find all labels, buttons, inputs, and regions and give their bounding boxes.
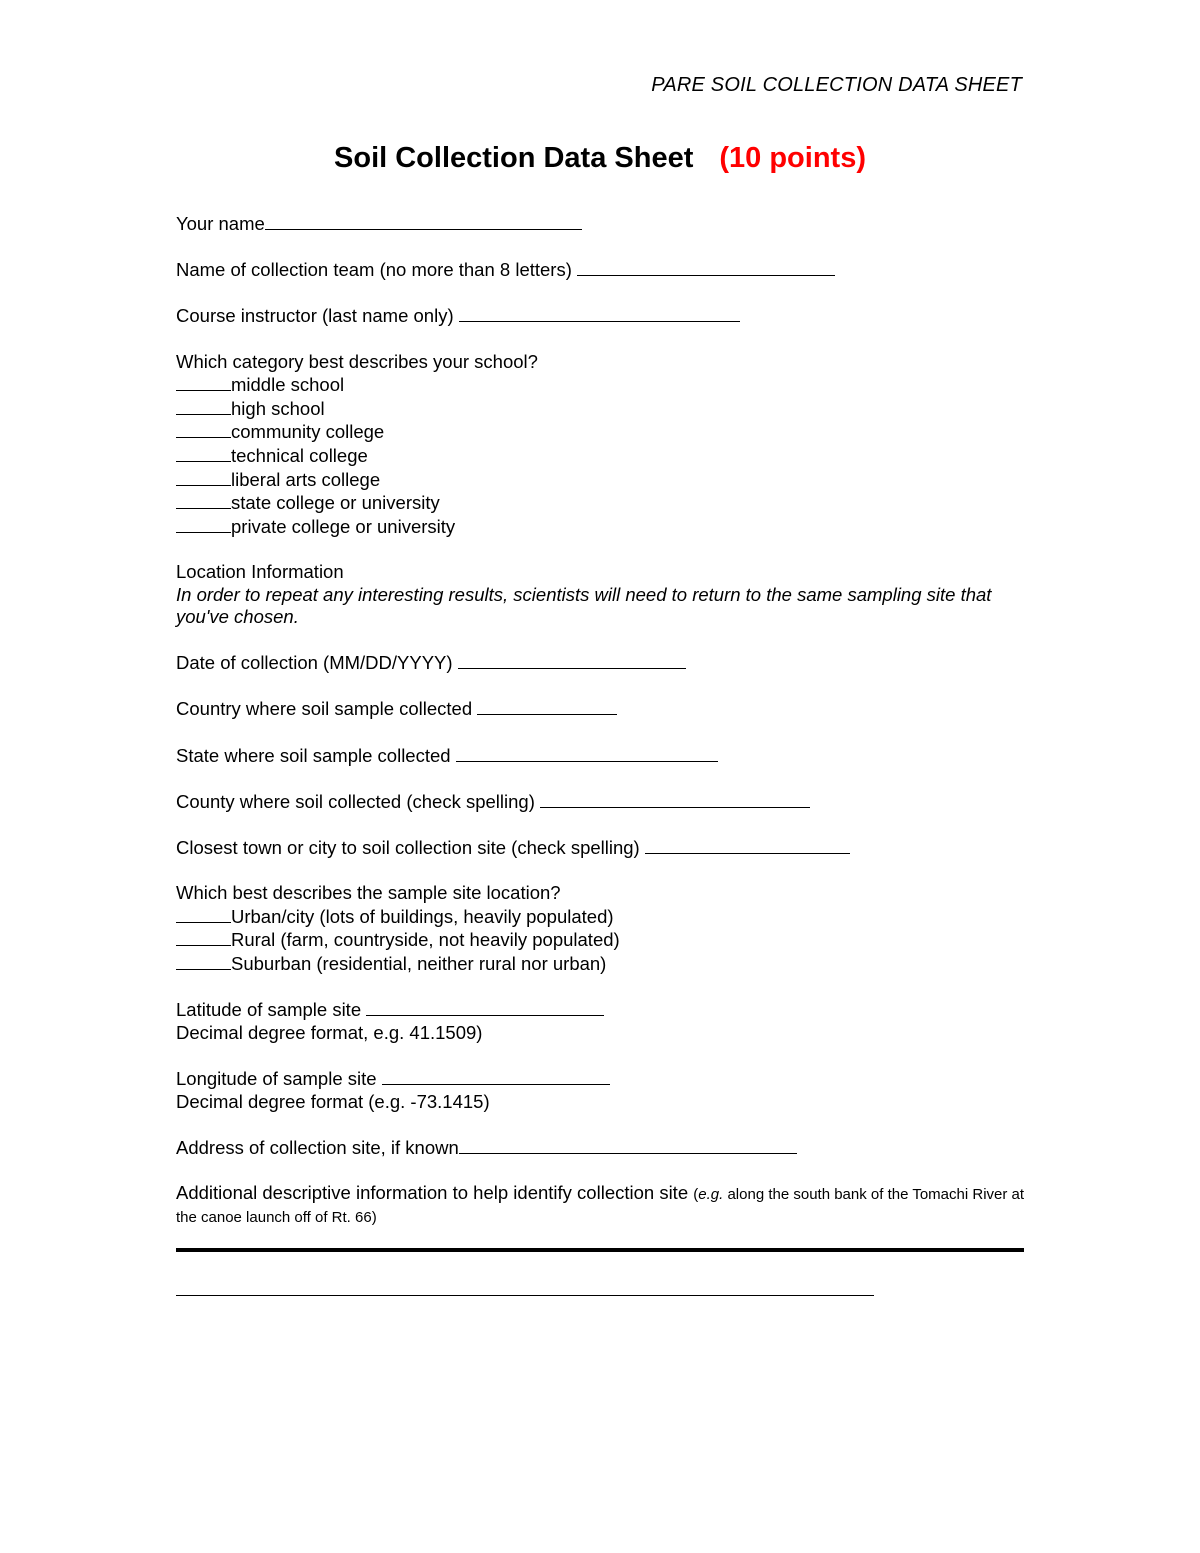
additional-info-label: Additional descriptive information to help identify collection site [176,1181,694,1203]
site-option-label: Rural (farm, countryside, not heavily populated) [231,929,620,951]
address-blank[interactable] [459,1136,797,1154]
title-text: Soil Collection Data Sheet [334,142,694,174]
school-option-label: technical college [231,444,368,466]
state-label: State where soil sample collected [176,744,456,766]
example-text: along the south bank of the Tomachi River at the canoe launch off of Rt. 66) [176,1185,1025,1226]
school-option-label: liberal arts college [231,468,381,490]
school-option-blank[interactable] [176,444,231,462]
school-option-blank[interactable] [176,397,231,415]
school-option [176,444,1026,468]
instructor-label: Course instructor (last name only) [176,305,459,327]
site-option [176,928,1026,952]
school-option [176,373,1026,397]
team-name-label: Name of collection team (no more than 8 letters) [176,259,578,281]
form-body [176,212,1026,1228]
school-question: Which category best describes your school? [176,350,538,372]
town-label: Closest town or city to soil collection site (check spelling) [176,837,645,859]
your-name-blank[interactable] [265,212,582,230]
school-option [176,491,1026,515]
answer-line-1[interactable] [176,1248,1024,1252]
site-option-blank[interactable] [176,905,231,923]
date-label: Date of collection (MM/DD/YYYY) [176,652,458,674]
location-heading: Location Information [176,560,344,582]
site-option-label: Suburban (residential, neither rural nor urban) [231,953,607,974]
address-field [176,1136,1026,1160]
running-header: PARE SOIL COLLECTION DATA SHEET [651,74,1022,96]
site-option-label: Urban/city (lots of buildings, heavily populated) [231,905,614,927]
address-label: Address of collection site, if known [176,1136,459,1158]
country-field [176,697,1026,721]
longitude-blank[interactable] [382,1067,610,1085]
school-option-label: high school [231,397,325,419]
instructor-blank[interactable] [459,304,740,322]
school-option-blank[interactable] [176,373,231,391]
country-blank[interactable] [477,697,617,715]
example-paren: ( [693,1185,699,1203]
latitude-format-note: Decimal degree format, e.g. 41.1509) [176,1021,483,1043]
school-option-label: private college or university [231,515,456,537]
site-option-blank[interactable] [176,952,231,970]
date-blank[interactable] [458,651,686,669]
country-label: Country where soil sample collected [176,698,478,720]
town-field [176,836,1026,860]
your-name-field [176,212,1026,236]
school-option-label: middle school [231,374,345,396]
longitude-format-note: Decimal degree format (e.g. -73.1415) [176,1090,490,1112]
site-option-blank[interactable] [176,928,231,946]
instructor-field [176,304,1026,328]
latitude-blank[interactable] [366,998,604,1016]
county-field [176,790,1026,814]
school-option [176,468,1026,492]
school-option-blank[interactable] [176,515,231,533]
longitude-field [176,1067,1026,1091]
longitude-label: Longitude of sample site [176,1067,382,1089]
school-option-label: state college or university [231,492,440,514]
state-blank[interactable] [456,744,718,762]
location-note: In order to repeat any interesting results, scientists will need to return to the same sampling site that you've chosen. [176,583,992,628]
answer-line-2[interactable] [176,1295,874,1296]
date-field [176,651,1026,675]
state-field [176,744,1026,768]
team-name-blank[interactable] [577,258,835,276]
school-option [176,515,1026,539]
school-option-blank[interactable] [176,420,231,438]
latitude-label: Latitude of sample site [176,999,367,1021]
site-option [176,905,1026,929]
additional-info-field [176,1182,1026,1228]
school-option-blank[interactable] [176,491,231,509]
school-option [176,420,1026,444]
latitude-field [176,998,1026,1022]
page-title [0,142,1200,175]
site-option [176,952,1026,976]
school-option [176,397,1026,421]
your-name-label: Your name [176,213,265,234]
points-label: (10 points) [719,142,866,174]
county-blank[interactable] [540,790,810,808]
county-label: County where soil collected (check spelling) [176,790,541,812]
team-name-field [176,258,1026,282]
site-question: Which best describes the sample site location? [176,882,561,904]
school-option-label: community college [231,421,385,443]
example-eg: e.g. [698,1185,724,1203]
town-blank[interactable] [645,836,850,854]
school-option-blank[interactable] [176,468,231,486]
